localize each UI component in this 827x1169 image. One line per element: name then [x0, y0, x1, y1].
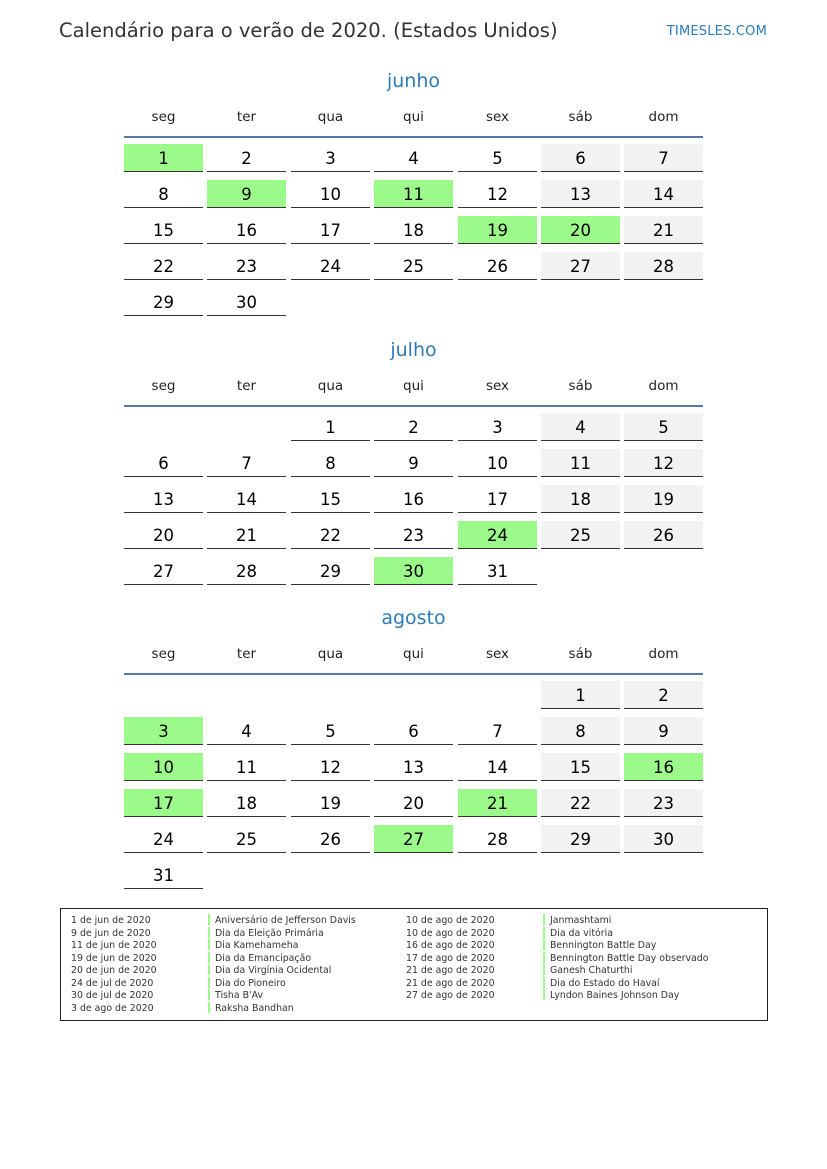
day-cell: 19 — [291, 789, 370, 817]
day-cell: 31 — [458, 557, 537, 585]
day-cell: 21 — [207, 521, 286, 549]
day-cell: 29 — [291, 557, 370, 585]
day-cell: 20 — [374, 789, 453, 817]
legend-row — [71, 977, 356, 990]
legend-row — [406, 914, 708, 927]
legend-color-marker — [543, 977, 545, 988]
day-cell: 25 — [207, 825, 286, 853]
weekday-label: dom — [648, 109, 679, 125]
weekday-label: sáb — [568, 378, 593, 394]
day-cell: 30 — [624, 825, 703, 853]
day-cell: 13 — [124, 485, 203, 513]
weekday-label: qua — [317, 646, 344, 662]
month-agosto — [0, 607, 827, 907]
legend-row — [71, 964, 356, 977]
weekday-label: qua — [317, 378, 344, 394]
day-cell: 4 — [541, 413, 620, 441]
day-cell: 2 — [374, 413, 453, 441]
day-cell-holiday: 27 — [374, 825, 453, 853]
day-cell-holiday: 3 — [124, 717, 203, 745]
day-cell: 25 — [374, 252, 453, 280]
legend-date: 1 de jun de 2020 — [71, 915, 151, 926]
day-cell: 21 — [624, 216, 703, 244]
weekday-label: qui — [403, 646, 424, 662]
weekday-label: dom — [648, 646, 679, 662]
day-cell-holiday: 10 — [124, 753, 203, 781]
legend-holiday-name: Dia da Eleição Primária — [215, 927, 324, 939]
day-cell: 5 — [624, 413, 703, 441]
legend-date: 3 de ago de 2020 — [71, 1002, 154, 1014]
day-cell: 23 — [624, 789, 703, 817]
day-cell: 3 — [458, 413, 537, 441]
header-rule — [124, 673, 703, 675]
day-cell: 15 — [124, 216, 203, 244]
month-title: agosto — [381, 607, 446, 629]
legend-row — [71, 927, 356, 940]
day-cell-holiday: 21 — [458, 789, 537, 817]
day-cell: 9 — [374, 449, 453, 477]
day-cell: 30 — [207, 288, 286, 316]
day-cell: 1 — [541, 681, 620, 709]
day-cell: 2 — [624, 681, 703, 709]
legend-date: 9 de jun de 2020 — [71, 927, 151, 939]
day-cell: 7 — [624, 144, 703, 172]
day-cell: 16 — [374, 485, 453, 513]
day-cell: 13 — [541, 180, 620, 208]
legend-holiday-name: Dia do Pioneiro — [215, 977, 286, 989]
day-cell: 26 — [624, 521, 703, 549]
day-cell: 22 — [291, 521, 370, 549]
legend-color-marker — [543, 952, 545, 963]
day-cell: 10 — [458, 449, 537, 477]
weekday-header — [124, 378, 703, 398]
legend-color-marker — [543, 914, 545, 925]
day-cell: 4 — [207, 717, 286, 745]
day-cell: 7 — [207, 449, 286, 477]
day-cell: 14 — [207, 485, 286, 513]
month-julho — [0, 339, 827, 639]
day-cell: 8 — [124, 180, 203, 208]
legend-date: 11 de jun de 2020 — [71, 940, 157, 951]
day-cell: 18 — [207, 789, 286, 817]
day-cell: 12 — [458, 180, 537, 208]
legend-date: 21 de ago de 2020 — [406, 965, 495, 976]
weekday-label: qua — [317, 109, 344, 125]
legend-row — [406, 939, 708, 952]
legend-color-marker — [208, 989, 210, 1000]
site-link[interactable]: TIMESLES.COM — [666, 24, 767, 39]
day-cell: 27 — [124, 557, 203, 585]
day-cell: 31 — [124, 861, 203, 889]
weekday-label: sex — [485, 646, 510, 662]
day-cell: 6 — [374, 717, 453, 745]
legend-holiday-name: Lyndon Baines Johnson Day — [550, 990, 680, 1001]
day-cell: 29 — [124, 288, 203, 316]
weekday-label: qui — [403, 378, 424, 394]
legend-date: 10 de ago de 2020 — [406, 927, 495, 939]
day-cell: 5 — [291, 717, 370, 745]
page-title: Calendário para o verão de 2020. (Estados Unidos) — [59, 19, 558, 42]
day-cell: 23 — [207, 252, 286, 280]
day-cell: 8 — [541, 717, 620, 745]
legend-row — [406, 989, 708, 1002]
legend-date: 19 de jun de 2020 — [71, 952, 157, 964]
legend-row — [71, 989, 356, 1002]
weekday-label: seg — [151, 646, 176, 662]
legend-color-marker — [208, 939, 210, 950]
weekday-label: sáb — [568, 646, 593, 662]
legend-holiday-name: Raksha Bandhan — [215, 1002, 294, 1014]
legend-color-marker — [208, 964, 210, 975]
weekday-label: ter — [236, 378, 257, 394]
legend-holiday-name: Janmashtami — [550, 915, 612, 926]
day-cell-holiday: 16 — [624, 753, 703, 781]
weekday-label: seg — [151, 378, 176, 394]
weekday-label: dom — [648, 378, 679, 394]
weekday-label: sáb — [568, 109, 593, 125]
legend-row — [71, 914, 356, 927]
day-cell: 10 — [291, 180, 370, 208]
weekday-header — [124, 109, 703, 129]
day-cell: 28 — [624, 252, 703, 280]
weekday-label: seg — [151, 109, 176, 125]
legend-holiday-name: Bennington Battle Day — [550, 940, 657, 951]
day-cell: 19 — [624, 485, 703, 513]
legend-holiday-name: Ganesh Chaturthi — [550, 965, 633, 976]
day-cell: 12 — [624, 449, 703, 477]
legend-row — [406, 964, 708, 977]
day-cell: 29 — [541, 825, 620, 853]
day-cell: 6 — [541, 144, 620, 172]
weekday-header — [124, 646, 703, 666]
legend-row — [71, 1002, 356, 1015]
legend-date: 20 de jun de 2020 — [71, 965, 157, 976]
legend-row — [406, 927, 708, 940]
day-cell: 22 — [541, 789, 620, 817]
day-cell-holiday: 9 — [207, 180, 286, 208]
month-title: junho — [386, 70, 441, 92]
day-cell: 20 — [124, 521, 203, 549]
day-cell: 25 — [541, 521, 620, 549]
day-cell-holiday: 24 — [458, 521, 537, 549]
header-rule — [124, 136, 703, 138]
day-cell-holiday: 30 — [374, 557, 453, 585]
legend-color-marker — [208, 914, 210, 925]
day-cell: 13 — [374, 753, 453, 781]
legend-color-marker — [543, 927, 545, 938]
day-cell: 4 — [374, 144, 453, 172]
weekday-label: sex — [485, 378, 510, 394]
day-cell: 1 — [291, 413, 370, 441]
day-cell: 14 — [624, 180, 703, 208]
weekday-label: sex — [485, 109, 510, 125]
legend-date: 24 de jul de 2020 — [71, 977, 154, 989]
day-cell: 8 — [291, 449, 370, 477]
day-cell-holiday: 17 — [124, 789, 203, 817]
day-cell-holiday: 11 — [374, 180, 453, 208]
header-rule — [124, 405, 703, 407]
day-cell: 9 — [624, 717, 703, 745]
weekday-label: ter — [236, 109, 257, 125]
day-cell: 16 — [207, 216, 286, 244]
legend-column-right — [406, 914, 708, 1002]
legend-holiday-name: Dia do Estado do Havaí — [550, 977, 660, 989]
day-cell: 11 — [207, 753, 286, 781]
day-cell: 22 — [124, 252, 203, 280]
legend-holiday-name: Dia da Virgínia Ocidental — [215, 965, 332, 976]
day-cell: 23 — [374, 521, 453, 549]
day-cell: 15 — [291, 485, 370, 513]
day-cell: 18 — [374, 216, 453, 244]
day-cell: 11 — [541, 449, 620, 477]
legend-holiday-name: Dia da vitória — [550, 927, 613, 939]
day-cell: 28 — [207, 557, 286, 585]
day-cell: 6 — [124, 449, 203, 477]
legend-date: 10 de ago de 2020 — [406, 915, 495, 926]
legend-holiday-name: Tisha B'Av — [215, 990, 264, 1001]
day-cell: 18 — [541, 485, 620, 513]
legend-holiday-name: Dia Kamehameha — [215, 940, 299, 951]
month-title: julho — [390, 339, 437, 361]
day-cell: 26 — [291, 825, 370, 853]
day-cell: 24 — [124, 825, 203, 853]
day-cell: 15 — [541, 753, 620, 781]
legend-holiday-name: Bennington Battle Day observado — [550, 952, 709, 964]
weekday-label: qui — [403, 109, 424, 125]
day-cell-holiday: 20 — [541, 216, 620, 244]
legend-row — [71, 952, 356, 965]
legend-date: 17 de ago de 2020 — [406, 952, 495, 964]
legend-date: 30 de jul de 2020 — [71, 990, 154, 1001]
legend-color-marker — [208, 977, 210, 988]
day-cell-holiday: 19 — [458, 216, 537, 244]
legend-column-left — [71, 914, 356, 1014]
day-cell: 27 — [541, 252, 620, 280]
legend-date: 27 de ago de 2020 — [406, 990, 495, 1001]
day-cell-holiday: 1 — [124, 144, 203, 172]
legend-date: 16 de ago de 2020 — [406, 940, 495, 951]
day-cell: 14 — [458, 753, 537, 781]
weekday-label: ter — [236, 646, 257, 662]
day-cell: 7 — [458, 717, 537, 745]
legend-holiday-name: Aniversário de Jefferson Davis — [215, 915, 356, 926]
day-cell: 12 — [291, 753, 370, 781]
legend-date: 21 de ago de 2020 — [406, 977, 495, 989]
legend-color-marker — [208, 952, 210, 963]
month-junho — [0, 70, 827, 370]
day-cell: 26 — [458, 252, 537, 280]
day-cell: 17 — [291, 216, 370, 244]
holiday-legend — [60, 908, 768, 1021]
day-cell: 24 — [291, 252, 370, 280]
day-cell: 2 — [207, 144, 286, 172]
day-cell: 28 — [458, 825, 537, 853]
day-cell: 17 — [458, 485, 537, 513]
legend-color-marker — [543, 989, 545, 1000]
legend-color-marker — [208, 927, 210, 938]
legend-color-marker — [208, 1002, 210, 1013]
legend-holiday-name: Dia da Emancipação — [215, 952, 312, 964]
day-cell: 5 — [458, 144, 537, 172]
legend-color-marker — [543, 964, 545, 975]
legend-row — [406, 952, 708, 965]
legend-row — [71, 939, 356, 952]
legend-row — [406, 977, 708, 990]
legend-color-marker — [543, 939, 545, 950]
day-cell: 3 — [291, 144, 370, 172]
